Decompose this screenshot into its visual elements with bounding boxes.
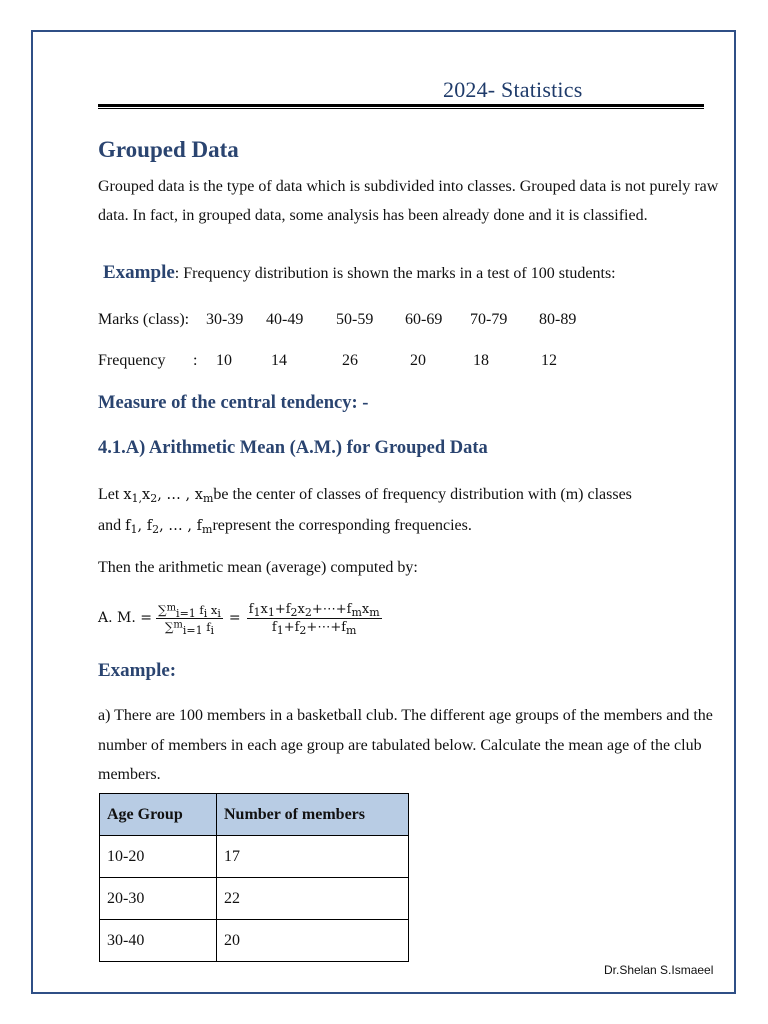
footer-author: Dr.Shelan S.Ismaeel [604,963,714,977]
frequency-separator: : [193,352,198,369]
mean-line1-pre: Let [98,486,124,503]
frequency-cell: 20 [410,352,426,369]
class-cell: 30-39 [206,311,244,328]
table-row [100,878,409,920]
example2-label: Example: [98,660,177,681]
mean-line2 [98,511,472,541]
class-cell: 40-49 [266,311,304,328]
table-row [100,920,409,962]
mean-line3: Then the arithmetic mean (average) computed by: [98,559,418,576]
arithmetic-mean-title: 4.1.A) Arithmetic Mean (A.M.) for Grouped Data [98,438,488,458]
section-title: Grouped Data [98,137,239,162]
header-rule-thin [98,108,704,109]
table-cell: 20-30 [100,878,217,920]
table-row [100,836,409,878]
frequency-cell: 14 [271,352,287,369]
header-rule [98,104,704,107]
header-title: 2024- Statistics [443,77,583,102]
class-cell: 50-59 [336,311,374,328]
table-cell: 20 [217,920,409,962]
table-header-row [100,794,409,836]
example2-text: a) There are 100 members in a basketball club. The different age groups of the members and the number of members in each age group are tabulated below. Calculate the mean age of the club members. [98,707,713,783]
marks-label: Marks (class): [98,311,190,328]
frequency-cell: 10 [216,352,232,369]
formula-sigma-fraction: $\frac{\sum^m_{i=1} f_i x_i}{\sum^m_{i=1} f_i}$ [157,601,221,637]
table-cell: 22 [217,878,409,920]
table-cell: 10-20 [100,836,217,878]
table-cell: 30-40 [100,920,217,962]
table-header-cell: Age Group [100,794,217,836]
mean-line2-pre: and [98,517,126,534]
formula-lhs: A. M. = [98,610,152,626]
frequency-cell: 12 [541,352,557,369]
mean-line1 [98,480,632,510]
age-group-table [99,793,409,962]
class-cell: 60-69 [405,311,443,328]
frequency-cell: 26 [342,352,358,369]
mean-formula: A. M. = $\frac{\sum^m_{i=1} f_i x_i}{\sum^m_{i=1} f_i}$ = $\frac{f_1x_1+f_2x_2+\cdots+f_mx_m}{f_1+f_2+\cdots+f_m}$ [98,601,380,637]
example1-line [103,262,616,284]
mean-line1-post: be the center of classes of frequency distribution with (m) classes [213,486,632,503]
formula-expanded-fraction: $\frac{f_1x_1+f_2x_2+\cdots+f_mx_m}{f_1+f_2+\cdots+f_m}$ [248,601,380,637]
x-variables: $x_{1,}x_2$, … , $x_m$ [123,487,214,505]
class-cell: 80-89 [539,311,577,328]
table-cell: 17 [217,836,409,878]
class-cell: 70-79 [470,311,508,328]
central-tendency-title: Measure of the central tendency: - [98,393,369,413]
frequency-label: Frequency [98,352,166,369]
table-header-cell: Number of members [217,794,409,836]
mean-line2-post: represent the corresponding frequencies. [212,517,472,534]
frequency-cell: 18 [473,352,489,369]
example1-text: : Frequency distribution is shown the marks in a test of 100 students: [174,265,616,282]
section-intro: Grouped data is the type of data which is subdivided into classes. Grouped data is not purely raw data. In fact, in grouped data, some analysis has been already done and it is classified. [98,178,719,224]
example1-label: Example [103,262,175,283]
f-variables: $f_1$, $f_2$, … , $f_m$ [125,518,213,536]
